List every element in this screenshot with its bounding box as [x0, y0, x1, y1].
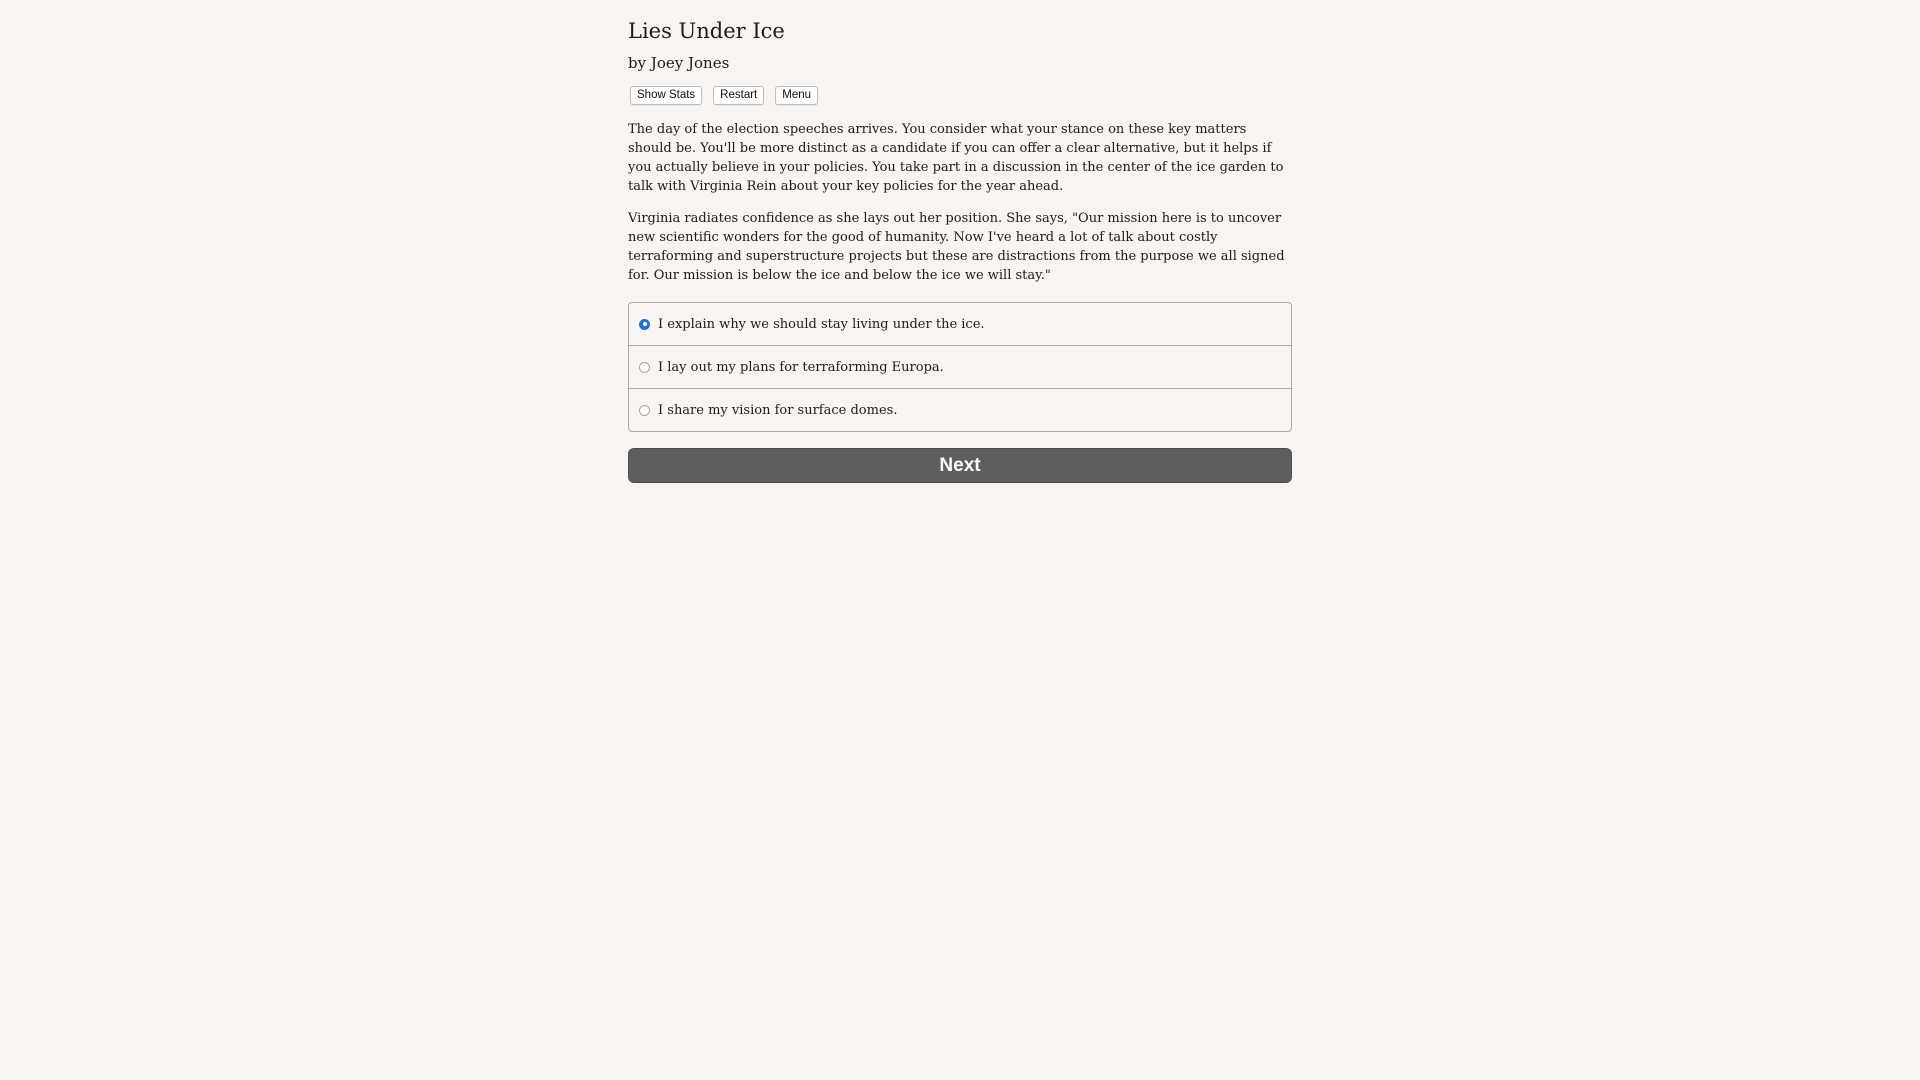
choice-option-surface-domes[interactable] — [629, 388, 1291, 431]
toolbar — [628, 86, 1292, 105]
game-title: Lies Under Ice — [628, 19, 785, 43]
choice-label: I explain why we should stay living under the ice. — [658, 316, 985, 332]
story-text — [628, 120, 1292, 285]
choice-label: I share my vision for surface domes. — [658, 402, 898, 418]
choice-label: I lay out my plans for terraforming Europa. — [658, 359, 944, 375]
game-container — [628, 0, 1292, 483]
radio-button[interactable] — [639, 405, 650, 416]
restart-button[interactable]: Restart — [713, 86, 764, 105]
choice-list — [628, 302, 1292, 432]
story-paragraph: Virginia radiates confidence as she lays out her position. She says, "Our mission here is to uncover new scientific wonders for the good of humanity. Now I've heard a lot of talk about costly terraforming and superstructure projects but these are distractions from the purpose we all signed for. Our mission is below the ice and below the ice we will stay." — [628, 211, 1285, 283]
choice-option-terraforming[interactable] — [629, 345, 1291, 388]
show-stats-button[interactable]: Show Stats — [630, 86, 702, 105]
game-author: by Joey Jones — [628, 54, 730, 72]
menu-button[interactable]: Menu — [775, 86, 818, 105]
choice-option-stay-under-ice[interactable] — [629, 303, 1291, 345]
radio-button[interactable] — [639, 319, 650, 330]
radio-button[interactable] — [639, 362, 650, 373]
next-button[interactable]: Next — [628, 448, 1292, 483]
story-paragraph: The day of the election speeches arrives. You consider what your stance on these key matters should be. You'll be more distinct as a candidate if you can offer a clear alternative, but it helps if you actually believe in your policies. You take part in a discussion in the center of the ice garden to talk with Virginia Rein about your key policies for the year ahead. — [628, 122, 1284, 194]
